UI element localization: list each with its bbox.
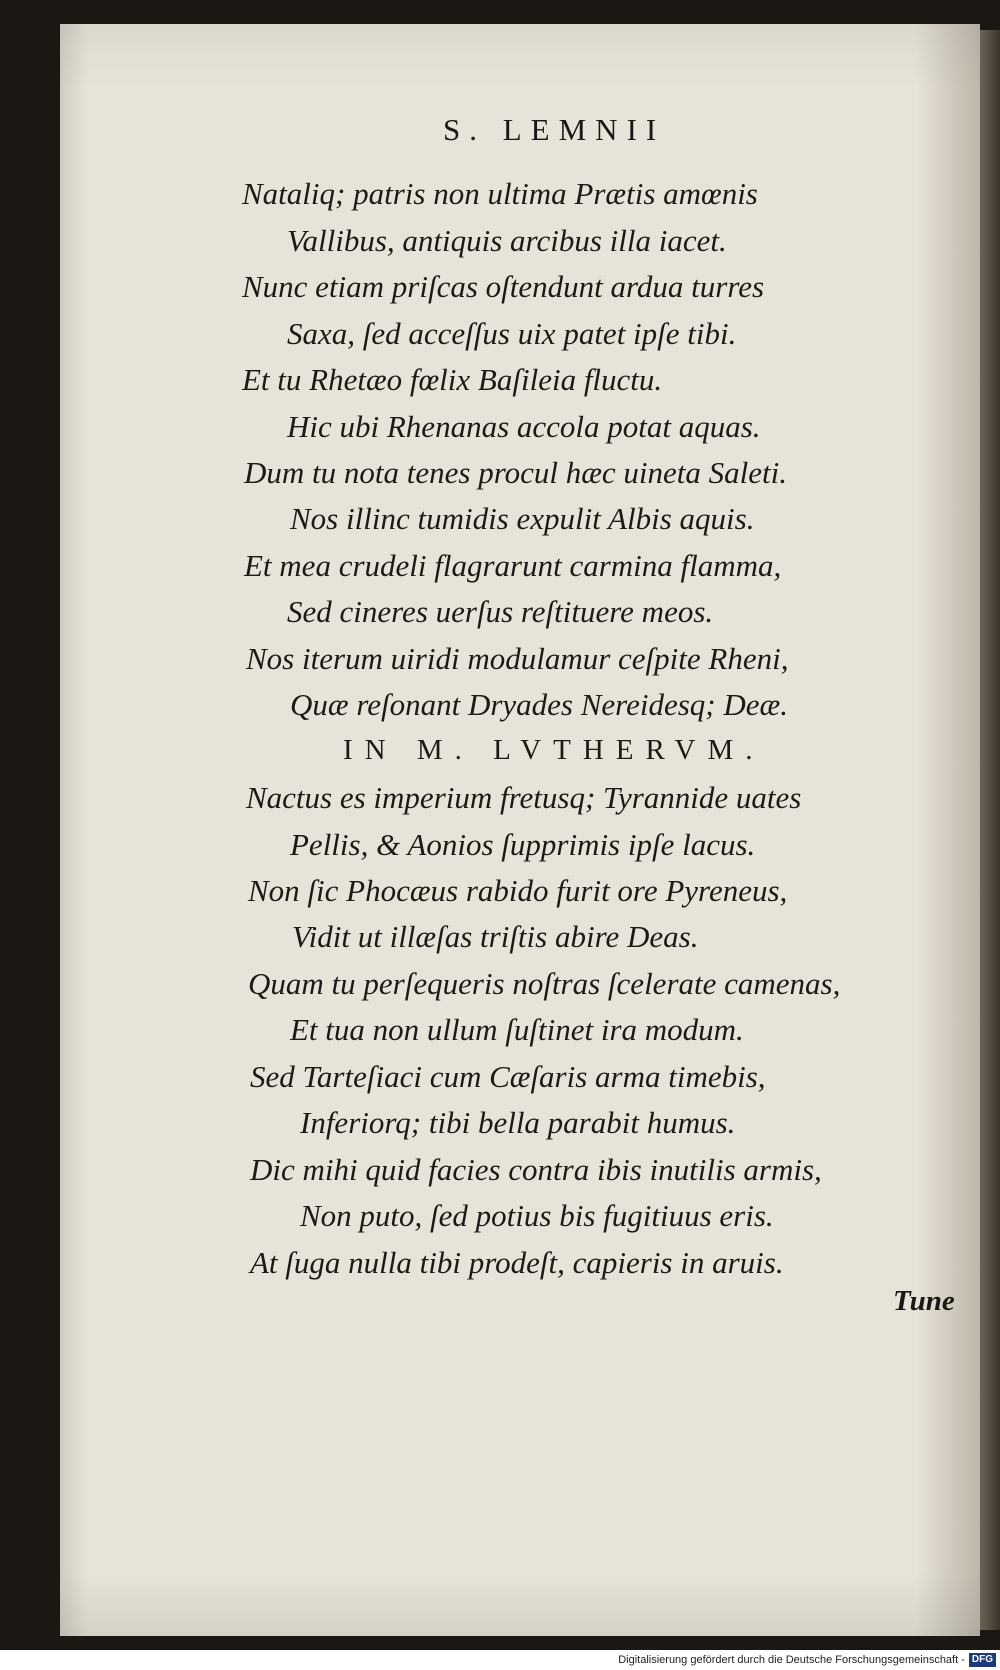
verse-line: Non puto, ſed potius bis fugitiuus eris. (300, 1198, 774, 1233)
verse-line: Et mea crudeli flagrarunt carmina flamma, (244, 548, 782, 583)
verse-line: Hic ubi Rhenanas accola potat aquas. (287, 409, 761, 444)
catchword: Tune (893, 1285, 955, 1317)
verse-line: Vallibus, antiquis arcibus illa iacet. (287, 223, 727, 258)
verse-line: Vidit ut illæſas triſtis abire Deas. (292, 919, 699, 954)
verse-line: Pellis, & Aonios ſupprimis ipſe lacus. (290, 827, 756, 862)
verse-line: Quam tu perſequeris noſtras ſcelerate camenas, (248, 966, 841, 1001)
verse-line: Nactus es imperium fretusq; Tyrannide uates (246, 780, 802, 815)
verse-line: Quæ reſonant Dryades Nereidesq; Deæ. (290, 687, 788, 722)
verse-line: Dic mihi quid facies contra ibis inutilis armis, (250, 1152, 822, 1187)
verse-line: Et tua non ullum ſuſtinet ira modum. (290, 1012, 744, 1047)
verse-line: Nataliq; patris non ultima Prætis amœnis (242, 176, 758, 211)
footer-text: Digitalisierung gefördert durch die Deutsche Forschungsgemeinschaft - (618, 1654, 965, 1667)
verse-line: Et tu Rhetæo fœlix Baſileia fluctu. (242, 362, 663, 397)
verse-line: Sed Tarteſiaci cum Cæſaris arma timebis, (250, 1059, 766, 1094)
verse-line: Non ſic Phocæus rabido furit ore Pyreneus, (248, 873, 788, 908)
section-heading: IN M. LVTHERVM. (343, 734, 765, 766)
facing-page-edge (980, 30, 1000, 1630)
verse-line: Dum tu nota tenes procul hæc uineta Saleti. (244, 455, 787, 490)
verse-line: Inferiorq; tibi bella parabit humus. (300, 1105, 736, 1140)
verse-line: Nunc etiam priſcas oſtendunt ardua turres (242, 269, 765, 304)
dfg-logo: DFG (969, 1653, 996, 1667)
running-header: S. LEMNII (443, 112, 666, 147)
verse-line: Nos illinc tumidis expulit Albis aquis. (290, 501, 755, 536)
verse-line: At ſuga nulla tibi prodeſt, capieris in aruis. (250, 1245, 784, 1280)
verse-line: Nos iterum uiridi modulamur ceſpite Rheni, (246, 641, 789, 676)
verse-line: Saxa, ſed acceſſus uix patet ipſe tibi. (287, 316, 737, 351)
verse-line: Sed cineres uerſus reſtituere meos. (287, 594, 714, 629)
digitization-footer (0, 1650, 1000, 1670)
